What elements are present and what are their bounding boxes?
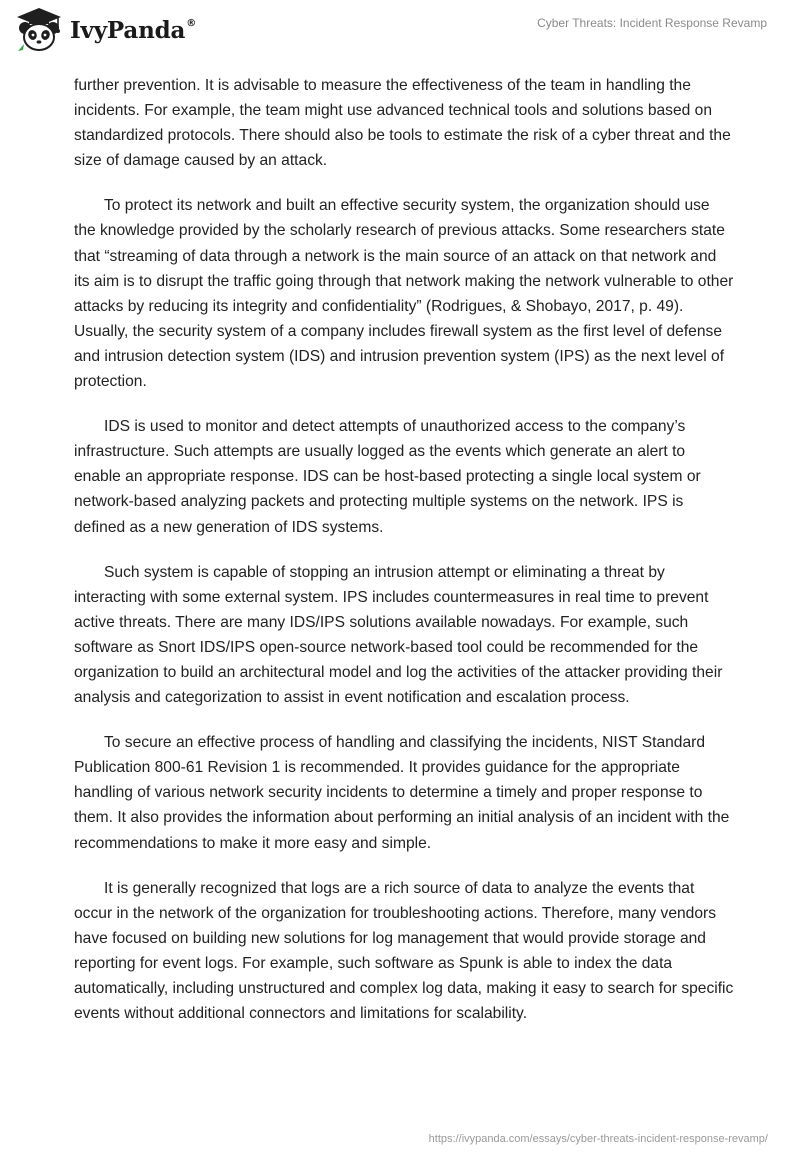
paragraph-1: further prevention. It is advisable to measure the effectiveness of the team in handling the incidents. For example, the team might use advanced technical tools and solutions based on standardized protocols. There should also be tools to estimate the risk of a cyber threat and the size of damage caused by an attack. <box>74 77 731 170</box>
page-header <box>0 0 800 60</box>
paragraph-2: To protect its network and built an effective security system, the organization should use the knowledge provided by the scholarly research of previous attacks. Some researchers state that “streaming of data through a network is the main source of an attack on that network and its aim is to disrupt the traffic going through that network making the network vulnerable to other attacks by reducing its integrity and confidentiality” (Rodrigues, & Shobayo, 2017, p. 49). Usually, the security system of a company includes firewall system as the first level of defense and intrusion detection system (IDS) and intrusion prevention system (IPS) as the next level of protection. <box>74 197 734 391</box>
registered-mark: ® <box>186 17 196 29</box>
brand-name: IvyPanda® <box>70 16 196 44</box>
paragraph-5: To secure an effective process of handling and classifying the incidents, NIST Standard Publication 800-61 Revision 1 is recommended. It provides guidance for the appropriate handling of various network security incidents to determine a timely and proper response to them. It also provides the information about performing an initial analysis of an incident with the recommendations to make it more easy and simple. <box>74 734 730 852</box>
panda-graduate-icon <box>14 6 64 52</box>
document-title: Cyber Threats: Incident Response Revamp <box>537 16 767 30</box>
source-url[interactable]: https://ivypanda.com/essays/cyber-threats-incident-response-revamp/ <box>428 1133 768 1145</box>
paragraph-3: IDS is used to monitor and detect attempts of unauthorized access to the company’s infrastructure. Such attempts are usually logged as the events which generate an alert to enable an appropriate response. IDS can be host-based protecting a single local system or network-based analyzing packets and protecting multiple systems on the network. IPS is defined as a new generation of IDS systems. <box>74 418 701 536</box>
paragraph-6: It is generally recognized that logs are a rich source of data to analyze the events that occur in the network of the organization for troubleshooting actions. Therefore, many vendors have focused on building new solutions for log management that would provide storage and reporting for event logs. For example, such software as Spunk is able to index the data automatically, including unstructured and complex log data, making it easy to search for specific events without additional connectors and limitations for scalability. <box>74 879 734 1023</box>
paragraph-4: Such system is capable of stopping an intrusion attempt or eliminating a threat by interacting with some external system. IPS includes countermeasures in real time to prevent active threats. There are many IDS/IPS solutions available nowadays. For example, such software as Snort IDS/IPS open-source network-based tool could be recommended for the organization to build an architectural model and log the activities of the attacker providing their analysis and categorization to assist in event notification and escalation process. <box>74 563 723 707</box>
brand-logo[interactable] <box>14 6 196 52</box>
essay-body <box>74 73 734 1046</box>
